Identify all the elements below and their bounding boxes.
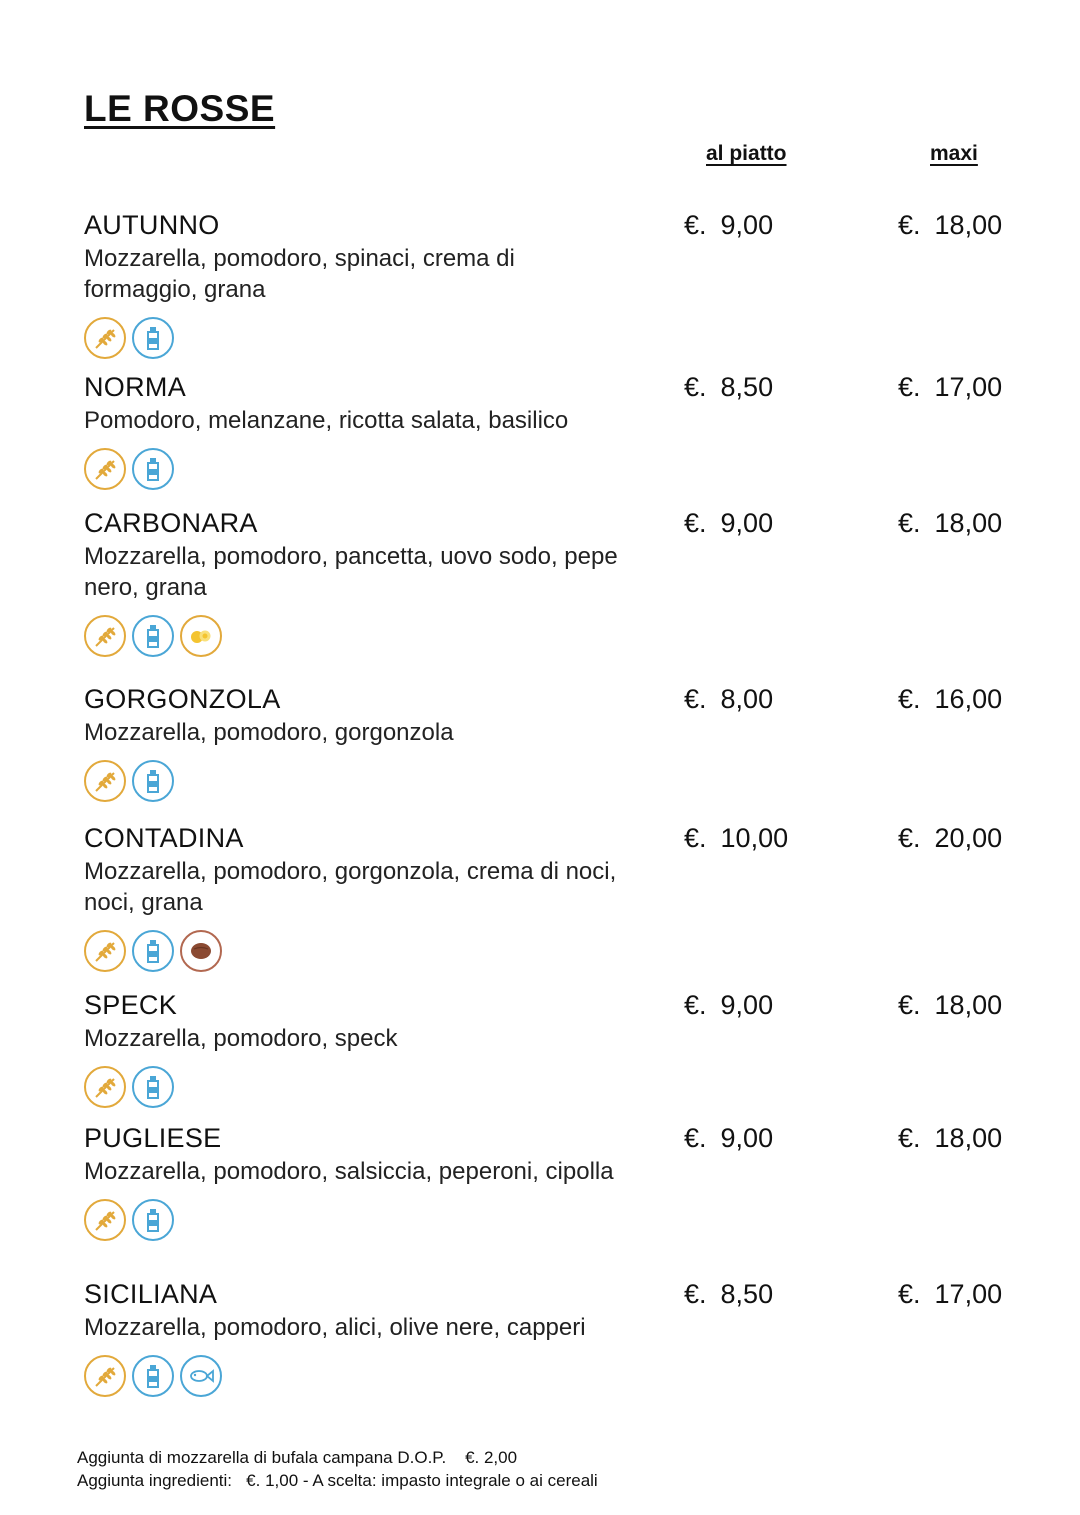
item-description: Mozzarella, pomodoro, spinaci, crema di formaggio, grana xyxy=(84,245,515,303)
price-value: 17,00 xyxy=(934,372,1003,402)
price-value: 18,00 xyxy=(934,508,1003,538)
item-name: AUTUNNO xyxy=(84,210,220,240)
milk-icon xyxy=(132,615,174,657)
price-maxi xyxy=(898,823,1002,854)
currency-label: €. xyxy=(684,210,707,240)
gluten-icon xyxy=(84,760,126,802)
column-header-al-piatto: al piatto xyxy=(706,142,787,165)
gluten-icon xyxy=(84,1355,126,1397)
milk-icon xyxy=(132,930,174,972)
item-description: Mozzarella, pomodoro, speck xyxy=(84,1025,398,1052)
currency-label: €. xyxy=(898,823,921,853)
price-al-piatto xyxy=(684,823,788,854)
item-name: GORGONZOLA xyxy=(84,684,281,714)
footnote-bufala: Aggiunta di mozzarella di bufala campana D.O.P. €. 2,00 xyxy=(77,1448,518,1467)
gluten-icon xyxy=(84,448,126,490)
price-value: 10,00 xyxy=(720,823,789,853)
allergen-icons xyxy=(84,930,1034,972)
item-name: NORMA xyxy=(84,372,186,402)
allergen-icons xyxy=(84,1199,1034,1241)
page-title: LE ROSSE xyxy=(84,88,276,129)
milk-icon xyxy=(132,1355,174,1397)
currency-label: €. xyxy=(684,823,707,853)
price-al-piatto xyxy=(684,210,773,241)
price-value: 8,00 xyxy=(720,684,774,714)
price-maxi xyxy=(898,990,1002,1021)
fish-icon xyxy=(180,1355,222,1397)
milk-icon xyxy=(132,1199,174,1241)
menu-item xyxy=(84,210,1034,359)
currency-label: €. xyxy=(684,684,707,714)
item-name: CONTADINA xyxy=(84,823,244,853)
menu-item xyxy=(84,1279,1034,1397)
currency-label: €. xyxy=(684,1279,707,1309)
price-al-piatto xyxy=(684,684,773,715)
price-value: 18,00 xyxy=(934,990,1003,1020)
currency-label: €. xyxy=(898,990,921,1020)
menu-item xyxy=(84,823,1034,972)
currency-label: €. xyxy=(684,508,707,538)
milk-icon xyxy=(132,760,174,802)
price-value: 9,00 xyxy=(720,508,774,538)
item-description: Pomodoro, melanzane, ricotta salata, basilico xyxy=(84,407,569,434)
column-header-maxi: maxi xyxy=(930,142,978,165)
price-al-piatto xyxy=(684,372,773,403)
nut-icon xyxy=(180,930,222,972)
footnote-ingredienti: Aggiunta ingredienti: €. 1,00 - A scelta: impasto integrale o ai cereali xyxy=(77,1471,598,1490)
price-value: 8,50 xyxy=(720,372,774,402)
currency-label: €. xyxy=(898,372,921,402)
menu-item xyxy=(84,1123,1034,1241)
allergen-icons xyxy=(84,760,1034,802)
price-al-piatto xyxy=(684,990,773,1021)
currency-label: €. xyxy=(684,372,707,402)
price-maxi xyxy=(898,210,1002,241)
gluten-icon xyxy=(84,615,126,657)
currency-label: €. xyxy=(684,990,707,1020)
item-name: PUGLIESE xyxy=(84,1123,222,1153)
allergen-icons xyxy=(84,317,1034,359)
price-value: 9,00 xyxy=(720,990,774,1020)
item-description: Mozzarella, pomodoro, alici, olive nere, capperi xyxy=(84,1314,586,1341)
milk-icon xyxy=(132,317,174,359)
milk-icon xyxy=(132,1066,174,1108)
price-al-piatto xyxy=(684,508,773,539)
price-value: 17,00 xyxy=(934,1279,1003,1309)
item-description: Mozzarella, pomodoro, gorgonzola xyxy=(84,719,454,746)
price-value: 18,00 xyxy=(934,210,1003,240)
currency-label: €. xyxy=(898,210,921,240)
price-value: 9,00 xyxy=(720,210,774,240)
milk-icon xyxy=(132,448,174,490)
item-description: Mozzarella, pomodoro, gorgonzola, crema di noci, noci, grana xyxy=(84,858,617,916)
price-al-piatto xyxy=(684,1279,773,1310)
price-value: 20,00 xyxy=(934,823,1003,853)
price-value: 8,50 xyxy=(720,1279,774,1309)
gluten-icon xyxy=(84,930,126,972)
price-value: 18,00 xyxy=(934,1123,1003,1153)
allergen-icons xyxy=(84,448,1034,490)
menu-item xyxy=(84,990,1034,1108)
menu-item xyxy=(84,684,1034,802)
price-maxi xyxy=(898,1123,1002,1154)
price-maxi xyxy=(898,372,1002,403)
price-al-piatto xyxy=(684,1123,773,1154)
gluten-icon xyxy=(84,1199,126,1241)
allergen-icons xyxy=(84,615,1034,657)
menu-item xyxy=(84,508,1034,657)
price-maxi xyxy=(898,1279,1002,1310)
footnote xyxy=(77,1446,598,1492)
price-maxi xyxy=(898,684,1002,715)
allergen-icons xyxy=(84,1066,1034,1108)
currency-label: €. xyxy=(898,1279,921,1309)
gluten-icon xyxy=(84,317,126,359)
currency-label: €. xyxy=(684,1123,707,1153)
currency-label: €. xyxy=(898,1123,921,1153)
price-value: 9,00 xyxy=(720,1123,774,1153)
currency-label: €. xyxy=(898,508,921,538)
price-maxi xyxy=(898,508,1002,539)
menu-item xyxy=(84,372,1034,490)
price-value: 16,00 xyxy=(934,684,1003,714)
item-description: Mozzarella, pomodoro, salsiccia, peperoni, cipolla xyxy=(84,1158,614,1185)
item-description: Mozzarella, pomodoro, pancetta, uovo sodo, pepe nero, grana xyxy=(84,543,618,601)
gluten-icon xyxy=(84,1066,126,1108)
item-name: CARBONARA xyxy=(84,508,258,538)
allergen-icons xyxy=(84,1355,1034,1397)
item-name: SPECK xyxy=(84,990,178,1020)
egg-icon xyxy=(180,615,222,657)
item-name: SICILIANA xyxy=(84,1279,218,1309)
currency-label: €. xyxy=(898,684,921,714)
